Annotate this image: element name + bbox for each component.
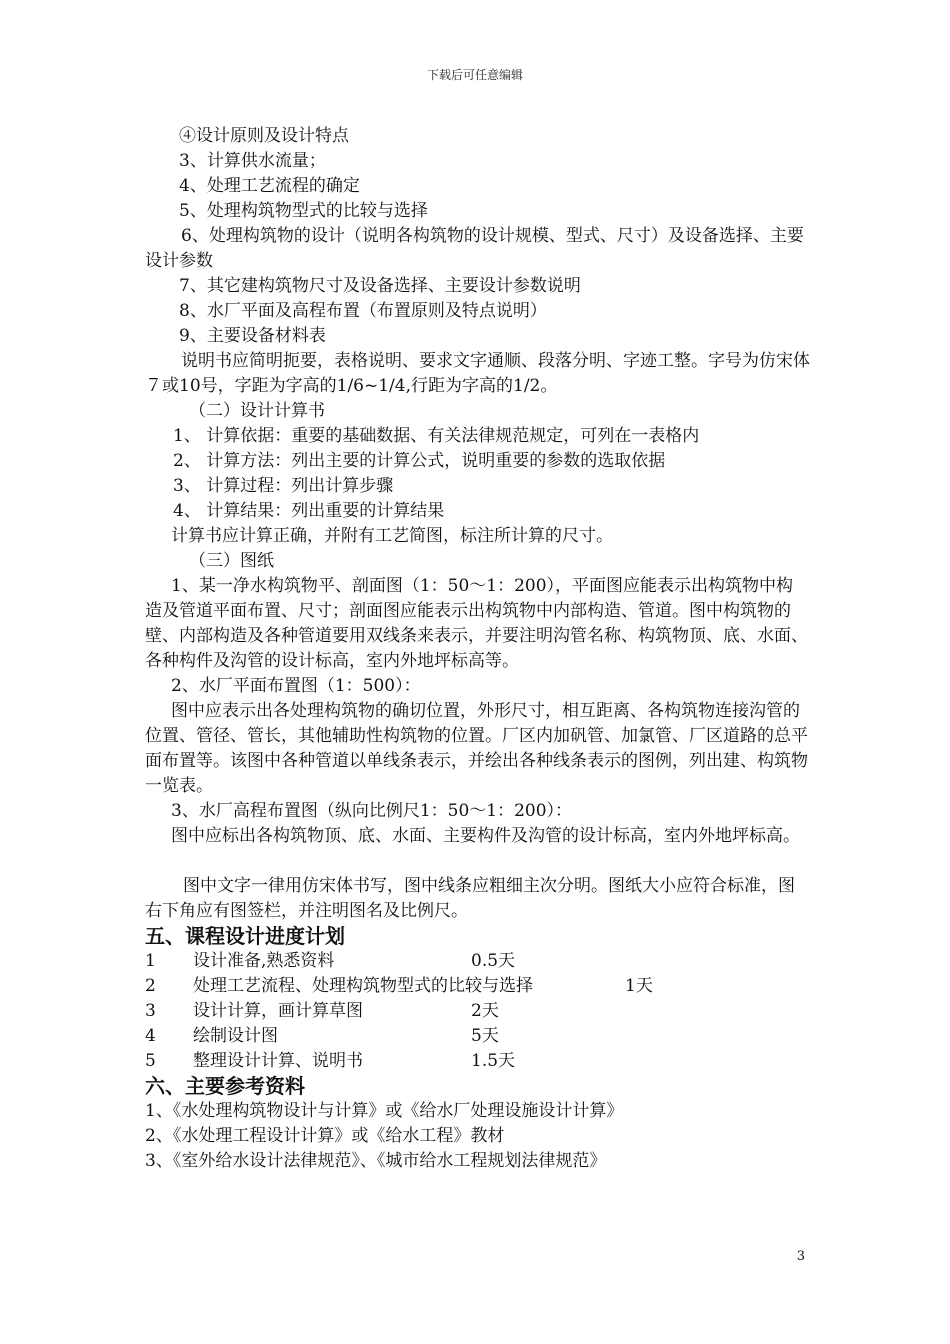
schedule-task: 绘制设计图 — [193, 1026, 278, 1046]
calc-book-item: 4、 计算结果：列出重要的计算结果 — [173, 501, 445, 521]
schedule-row — [145, 1049, 810, 1074]
schedule-row — [145, 974, 810, 999]
references-heading: 六、主要参考资料 — [145, 1074, 305, 1098]
section-item: 3、计算供水流量； — [179, 151, 326, 171]
schedule-num: 4 — [145, 1026, 156, 1046]
spacer — [145, 849, 810, 874]
reference-item: 1、《水处理构筑物设计与计算》或《给水厂处理设施设计计算》 — [145, 1101, 624, 1121]
schedule-task: 设计计算，画计算草图 — [193, 1001, 363, 1021]
drawings-note: 图中文字一律用仿宋体书写，图中线条应粗细主次分明。图纸大小应符合标准，图右下角应有图签栏，并注明图名及比例尺。 — [145, 876, 795, 921]
drawings-title: （三）图纸 — [189, 551, 274, 571]
drawings-item-2-title: 2、水厂平面布置图（1：500）： — [171, 676, 421, 696]
reference-item: 3、《室外给水设计法律规范》、《城市给水工程规划法律规范》 — [145, 1151, 607, 1171]
schedule-duration: 1天 — [625, 976, 653, 996]
drawings-item-1: 1、某一净水构筑物平、剖面图（1：50～1：200），平面图应能表示出构筑物中构造及管道平面布置、尺寸；剖面图应能表示出构筑物中内部构造、管道。图中构筑物的壁、内部构造及各种管道要用双线条来表示，并要注明沟管名称、构筑物顶、底、水面、各种构件及沟管的设计标高，室内外地坪标高等。 — [145, 576, 808, 671]
schedule-num: 2 — [145, 976, 156, 996]
schedule-duration: 5天 — [471, 1026, 499, 1046]
calc-book-note: 计算书应计算正确，并附有工艺简图，标注所计算的尺寸。 — [171, 526, 613, 546]
schedule-num: 1 — [145, 951, 156, 971]
section-item: 8、水厂平面及高程布置（布置原则及特点说明） — [179, 301, 547, 321]
section-item: ④设计原则及设计特点 — [179, 126, 349, 146]
schedule-task: 处理工艺流程、处理构筑物型式的比较与选择 — [193, 976, 533, 996]
calc-book-title: （二）设计计算书 — [189, 401, 325, 421]
schedule-task: 设计准备,熟悉资料 — [193, 951, 335, 971]
manual-note: 说明书应简明扼要，表格说明、要求文字通顺、段落分明、字迹工整。字号为仿宋体７或10号，字距为字高的1/6~1/4,行距为字高的1/2。 — [145, 351, 810, 396]
page-header: 下载后可任意编辑 — [426, 68, 523, 82]
schedule-row — [145, 1024, 810, 1049]
schedule-heading: 五、课程设计进度计划 — [145, 924, 345, 948]
schedule-row — [145, 949, 810, 974]
schedule-duration: 1.5天 — [471, 1051, 516, 1071]
section-item: 4、处理工艺流程的确定 — [179, 176, 360, 196]
schedule-duration: 2天 — [471, 1001, 499, 1021]
section-item: 6、处理构筑物的设计（说明各构筑物的设计规模、型式、尺寸）及设备选择、主要设计参数 — [145, 226, 804, 271]
section-item: 9、主要设备材料表 — [179, 326, 326, 346]
document-body — [145, 124, 810, 1174]
reference-item: 2、《水处理工程设计计算》或《给水工程》教材 — [145, 1126, 505, 1146]
calc-book-item: 1、 计算依据：重要的基础数据、有关法律规范规定，可列在一表格内 — [173, 426, 700, 446]
drawings-item-2-body: 图中应表示出各处理构筑物的确切位置，外形尺寸，相互距离、各构筑物连接沟管的位置、管径、管长，其他辅助性构筑物的位置。厂区内加矾管、加氯管、厂区道路的总平面布置等。该图中各种管道以单线条表示，并绘出各种线条表示的图例，列出建、构筑物一览表。 — [145, 701, 808, 796]
page-number: 3 — [796, 1249, 805, 1264]
drawings-item-3-title: 3、水厂高程布置图（纵向比例尺1：50～1：200）： — [171, 801, 573, 821]
calc-book-item: 3、 计算过程：列出计算步骤 — [173, 476, 394, 496]
schedule-num: 5 — [145, 1051, 156, 1071]
section-item: 5、处理构筑物型式的比较与选择 — [179, 201, 428, 221]
schedule-num: 3 — [145, 1001, 156, 1021]
calc-book-item: 2、 计算方法：列出主要的计算公式，说明重要的参数的选取依据 — [173, 451, 666, 471]
schedule-row — [145, 999, 810, 1024]
schedule-duration: 0.5天 — [471, 951, 516, 971]
schedule-task: 整理设计计算、说明书 — [193, 1051, 363, 1071]
drawings-item-3-body: 图中应标出各构筑物顶、底、水面、主要构件及沟管的设计标高，室内外地坪标高。 — [171, 826, 800, 846]
section-item: 7、其它建构筑物尺寸及设备选择、主要设计参数说明 — [179, 276, 581, 296]
